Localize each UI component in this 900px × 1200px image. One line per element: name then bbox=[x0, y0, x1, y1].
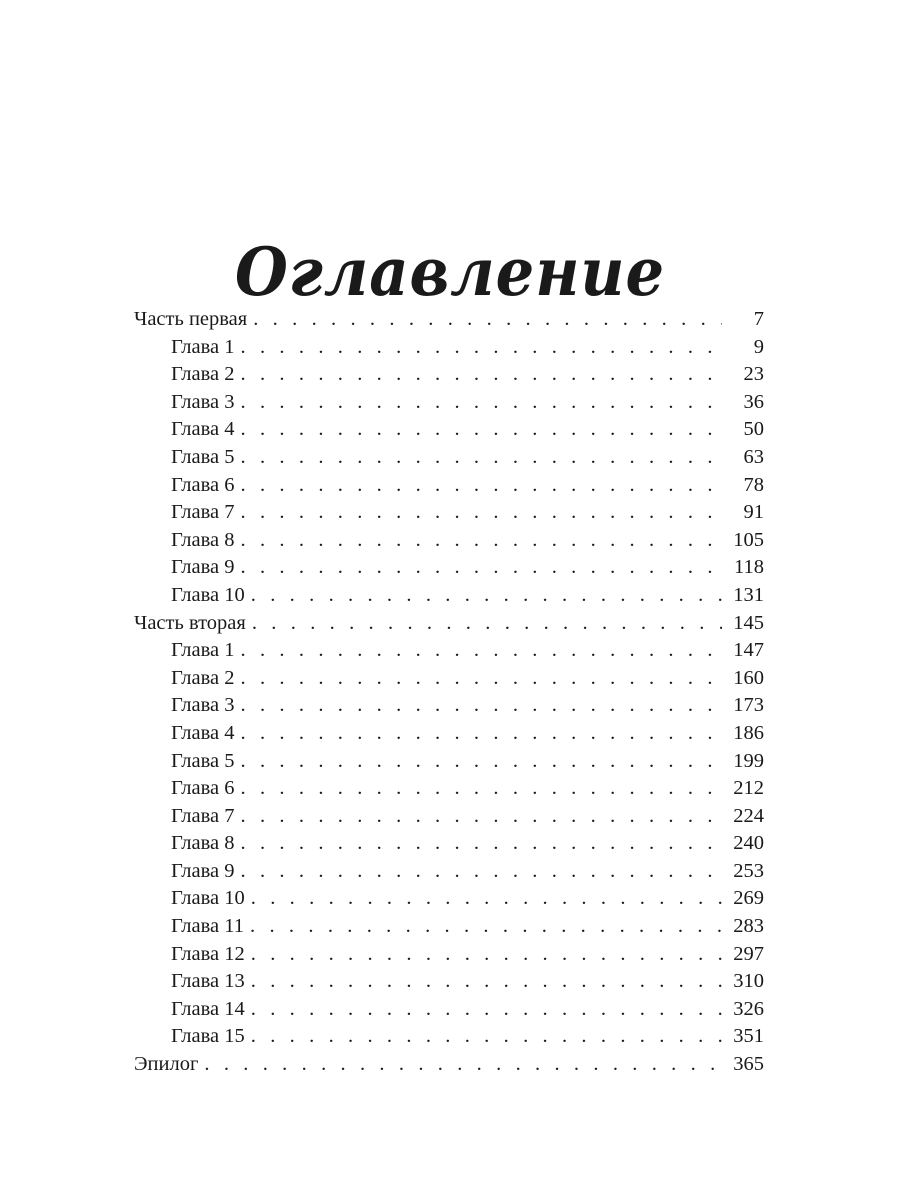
toc-page-number: 160 bbox=[733, 666, 764, 689]
toc-dot-leader bbox=[241, 637, 722, 665]
toc-entry-label: Глава 3 bbox=[171, 390, 235, 413]
toc-dot-leader bbox=[241, 803, 722, 831]
toc-entry-label: Глава 2 bbox=[171, 666, 235, 689]
toc-dot-leader bbox=[251, 582, 722, 610]
toc-chapter-entry bbox=[134, 444, 764, 472]
toc-dot-leader bbox=[251, 941, 722, 969]
toc-entry-label: Глава 6 bbox=[171, 777, 235, 800]
toc-dot-leader bbox=[241, 748, 722, 776]
toc-dot-leader bbox=[250, 913, 722, 941]
toc-chapter-entry bbox=[134, 334, 764, 362]
toc-entry-label: Глава 1 bbox=[171, 639, 235, 662]
toc-chapter-entry bbox=[134, 582, 764, 610]
toc-dot-leader bbox=[251, 885, 722, 913]
toc-chapter-entry bbox=[134, 830, 764, 858]
toc-entry-label: Часть первая bbox=[134, 308, 248, 330]
toc-page-number: 63 bbox=[743, 445, 764, 468]
toc-chapter-entry bbox=[134, 858, 764, 886]
toc-chapter-entry bbox=[134, 720, 764, 748]
toc-entry-label: Глава 4 bbox=[171, 418, 235, 441]
toc-chapter-entry bbox=[134, 941, 764, 969]
toc-chapter-entry bbox=[134, 361, 764, 389]
toc-chapter-entry bbox=[134, 775, 764, 803]
toc-page-number: 105 bbox=[733, 528, 764, 551]
toc-dot-leader bbox=[241, 334, 722, 362]
toc-entry-label: Глава 9 bbox=[171, 859, 235, 882]
toc-chapter-entry bbox=[134, 748, 764, 776]
toc-page-number: 7 bbox=[753, 308, 764, 330]
toc-page-number: 118 bbox=[734, 556, 764, 579]
toc-page-number: 240 bbox=[733, 832, 764, 855]
toc-entry-label: Глава 11 bbox=[171, 915, 245, 938]
toc-page-number: 147 bbox=[733, 639, 764, 662]
toc-page-number: 145 bbox=[733, 611, 764, 634]
toc-entry-label: Глава 8 bbox=[171, 832, 235, 855]
toc-page-number: 351 bbox=[733, 1025, 764, 1048]
table-of-contents bbox=[134, 306, 764, 1079]
toc-entry-label: Глава 7 bbox=[171, 804, 235, 827]
toc-page-number: 9 bbox=[753, 335, 764, 358]
toc-dot-leader bbox=[251, 996, 722, 1024]
toc-part-entry bbox=[134, 306, 764, 334]
toc-page-number: 78 bbox=[743, 473, 764, 496]
toc-dot-leader bbox=[241, 361, 722, 389]
toc-page-number: 224 bbox=[733, 804, 764, 827]
toc-page-number: 297 bbox=[733, 942, 764, 965]
toc-page-number: 283 bbox=[733, 915, 764, 938]
toc-dot-leader bbox=[241, 858, 722, 886]
toc-entry-label: Глава 5 bbox=[171, 445, 235, 468]
toc-chapter-entry bbox=[134, 554, 764, 582]
toc-dot-leader bbox=[241, 665, 722, 693]
toc-part-entry bbox=[134, 610, 764, 638]
toc-entry-label: Глава 2 bbox=[171, 363, 235, 386]
toc-dot-leader bbox=[241, 720, 722, 748]
toc-entry-label: Глава 5 bbox=[171, 749, 235, 772]
toc-page-number: 253 bbox=[733, 859, 764, 882]
toc-chapter-entry bbox=[134, 968, 764, 996]
toc-chapter-entry bbox=[134, 472, 764, 500]
toc-entry-label: Глава 9 bbox=[171, 556, 235, 579]
toc-dot-leader bbox=[251, 1023, 722, 1051]
toc-dot-leader bbox=[241, 830, 722, 858]
toc-page-number: 36 bbox=[743, 390, 764, 413]
toc-page-number: 365 bbox=[733, 1053, 764, 1076]
toc-page-number: 50 bbox=[743, 418, 764, 441]
toc-entry-label: Глава 8 bbox=[171, 528, 235, 551]
toc-entry-label: Глава 10 bbox=[171, 887, 245, 910]
toc-dot-leader bbox=[241, 499, 722, 527]
toc-page-number: 310 bbox=[733, 970, 764, 993]
toc-page-number: 326 bbox=[733, 997, 764, 1020]
toc-chapter-entry bbox=[134, 692, 764, 720]
toc-chapter-entry bbox=[134, 1023, 764, 1051]
toc-page-number: 91 bbox=[743, 501, 764, 524]
toc-entry-label: Глава 1 bbox=[171, 335, 235, 358]
toc-chapter-entry bbox=[134, 996, 764, 1024]
toc-chapter-entry bbox=[134, 499, 764, 527]
toc-page-number: 269 bbox=[733, 887, 764, 910]
toc-entry-label: Глава 4 bbox=[171, 721, 235, 744]
toc-entry-label: Эпилог bbox=[134, 1053, 199, 1076]
toc-page-number: 186 bbox=[733, 721, 764, 744]
toc-chapter-entry bbox=[134, 389, 764, 417]
toc-entry-label: Глава 6 bbox=[171, 473, 235, 496]
toc-page-number: 212 bbox=[733, 777, 764, 800]
toc-entry-label: Часть вторая bbox=[134, 611, 246, 634]
toc-dot-leader bbox=[241, 416, 722, 444]
toc-page-number: 23 bbox=[743, 363, 764, 386]
toc-dot-leader bbox=[241, 554, 722, 582]
toc-dot-leader bbox=[241, 472, 722, 500]
toc-entry-label: Глава 10 bbox=[171, 583, 245, 606]
toc-entry-label: Глава 14 bbox=[171, 997, 245, 1020]
toc-page-number: 131 bbox=[733, 583, 764, 606]
toc-chapter-entry bbox=[134, 416, 764, 444]
toc-dot-leader bbox=[252, 610, 722, 638]
toc-dot-leader bbox=[251, 968, 722, 996]
toc-entry-label: Глава 15 bbox=[171, 1025, 245, 1048]
toc-dot-leader bbox=[241, 389, 722, 417]
toc-chapter-entry bbox=[134, 913, 764, 941]
toc-chapter-entry bbox=[134, 665, 764, 693]
page-title: Оглавление bbox=[234, 233, 666, 312]
toc-dot-leader bbox=[241, 527, 722, 555]
toc-chapter-entry bbox=[134, 527, 764, 555]
toc-dot-leader bbox=[253, 306, 722, 334]
toc-page-number: 173 bbox=[733, 694, 764, 717]
toc-entry-label: Глава 7 bbox=[171, 501, 235, 524]
toc-chapter-entry bbox=[134, 885, 764, 913]
toc-entry-label: Глава 13 bbox=[171, 970, 245, 993]
toc-dot-leader bbox=[204, 1051, 722, 1079]
toc-part-entry bbox=[134, 1051, 764, 1079]
toc-dot-leader bbox=[241, 775, 722, 803]
toc-dot-leader bbox=[241, 444, 722, 472]
toc-chapter-entry bbox=[134, 803, 764, 831]
toc-entry-label: Глава 3 bbox=[171, 694, 235, 717]
toc-chapter-entry bbox=[134, 637, 764, 665]
toc-entry-label: Глава 12 bbox=[171, 942, 245, 965]
toc-dot-leader bbox=[241, 692, 722, 720]
toc-page-number: 199 bbox=[733, 749, 764, 772]
